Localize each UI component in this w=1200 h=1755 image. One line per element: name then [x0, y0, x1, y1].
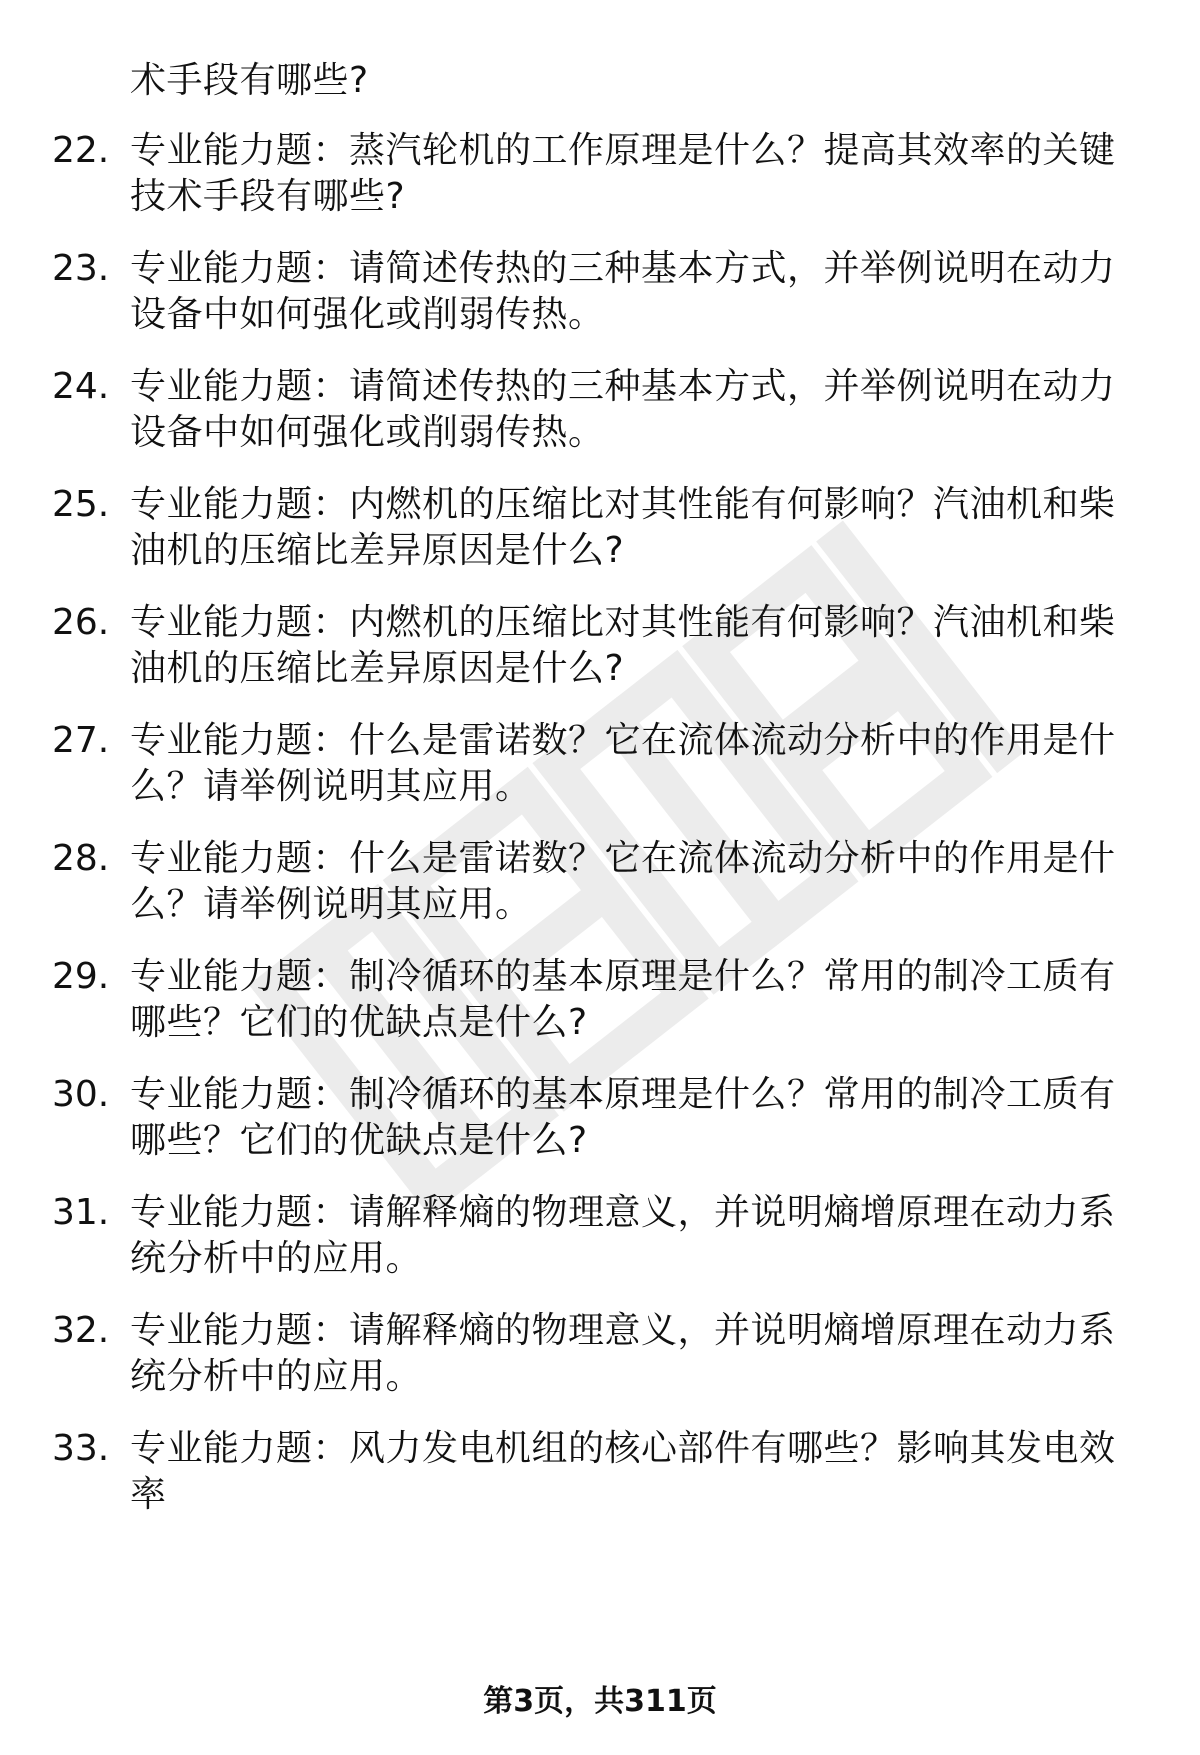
list-item: [0, 954, 1200, 1074]
item-number: 32.: [52, 1310, 110, 1351]
list-item: [0, 600, 1200, 720]
list-item: [0, 1190, 1200, 1310]
item-text: 专业能力题：什么是雷诺数？它在流体流动分析中的作用是什么？请举例说明其应用。: [130, 720, 1116, 807]
item-number: 24.: [52, 366, 110, 407]
item-text: 专业能力题：风力发电机组的核心部件有哪些？影响其发电效率: [130, 1428, 1116, 1515]
item-number: 33.: [52, 1428, 110, 1469]
page-footer: 第3页，共311页: [483, 1684, 717, 1719]
list-item: [0, 246, 1200, 366]
item-number: 23.: [52, 248, 110, 289]
list-item: [0, 1308, 1200, 1428]
item-number: 26.: [52, 602, 110, 643]
item-number: 31.: [52, 1192, 110, 1233]
item-text: 专业能力题：请简述传热的三种基本方式，并举例说明在动力设备中如何强化或削弱传热。: [130, 366, 1116, 453]
list-item: [0, 1072, 1200, 1192]
item-text: 专业能力题：请简述传热的三种基本方式，并举例说明在动力设备中如何强化或削弱传热。: [130, 248, 1116, 335]
list-item: [0, 482, 1200, 602]
item-number: 28.: [52, 838, 110, 879]
continuation-line: 术手段有哪些?: [130, 60, 369, 101]
item-text: 专业能力题：制冷循环的基本原理是什么？常用的制冷工质有哪些？它们的优缺点是什么?: [130, 956, 1116, 1043]
item-number: 29.: [52, 956, 110, 997]
item-number: 27.: [52, 720, 110, 761]
item-text: 专业能力题：请解释熵的物理意义，并说明熵增原理在动力系统分析中的应用。: [130, 1310, 1116, 1397]
item-number: 30.: [52, 1074, 110, 1115]
list-item: [0, 1426, 1200, 1515]
list-item: [0, 364, 1200, 484]
list-item: [0, 836, 1200, 956]
item-text: 专业能力题：请解释熵的物理意义，并说明熵增原理在动力系统分析中的应用。: [130, 1192, 1116, 1279]
list-item: [0, 718, 1200, 838]
item-number: 22.: [52, 130, 110, 171]
item-text: 专业能力题：内燃机的压缩比对其性能有何影响？汽油机和柴油机的压缩比差异原因是什么?: [130, 602, 1116, 689]
item-text: 专业能力题：制冷循环的基本原理是什么？常用的制冷工质有哪些？它们的优缺点是什么?: [130, 1074, 1116, 1161]
item-text: 专业能力题：蒸汽轮机的工作原理是什么？提高其效率的关键技术手段有哪些?: [130, 130, 1116, 217]
item-number: 25.: [52, 484, 110, 525]
list-item: [0, 128, 1200, 248]
item-text: 专业能力题：什么是雷诺数？它在流体流动分析中的作用是什么？请举例说明其应用。: [130, 838, 1116, 925]
item-text: 专业能力题：内燃机的压缩比对其性能有何影响？汽油机和柴油机的压缩比差异原因是什么?: [130, 484, 1116, 571]
